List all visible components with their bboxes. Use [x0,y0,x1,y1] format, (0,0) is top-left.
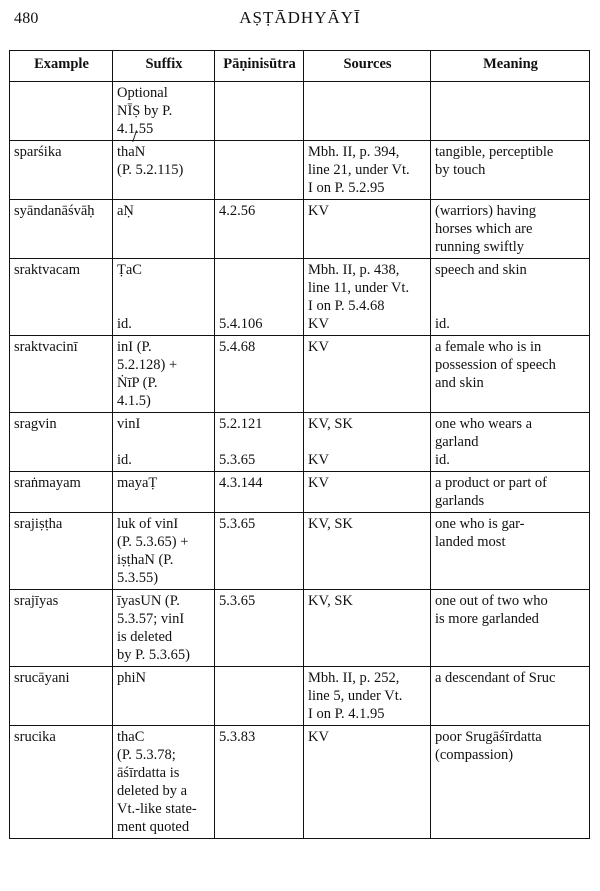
cell-sources [304,82,431,141]
cell-suffix [113,336,215,413]
cell-line: deleted by a [117,783,188,799]
cell-sutra [215,590,304,667]
cell-line: landed most [435,534,506,550]
cell-suffix [113,141,215,200]
cell-line: 5.3.83 [219,729,256,745]
cell-example [10,82,113,141]
cell-suffix [113,200,215,259]
cell-line: KV [308,729,329,745]
table-row [10,413,590,472]
cell-meaning [431,472,590,513]
cell-sutra [215,259,304,336]
cell-line: 5.4.106 [219,316,263,332]
cell-example [10,667,113,726]
cell-line: is deleted [117,629,173,645]
cell-line: KV [308,452,329,468]
cell-sutra [215,141,304,200]
cell-line: sraktvacinī [14,339,78,355]
cell-line: line 21, under Vt. [308,162,410,178]
cell-line: poor Srugāśīrdatta [435,729,542,745]
cell-line: id. [117,316,132,332]
table-row [10,200,590,259]
page-number: 480 [14,10,39,27]
cell-line: (P. 5.3.65) + [117,534,189,550]
cell-suffix [113,726,215,839]
cell-line: speech and skin [435,262,527,278]
cell-line: by touch [435,162,486,178]
cell-line: mayaṬ [117,475,158,491]
cell-line: I on P. 5.4.68 [308,298,385,314]
cell-line: sragvin [14,416,57,432]
cell-line: (warriors) having [435,203,537,219]
cell-line: luk of vinI [117,516,179,532]
cell-line: a descendant of Sruc [435,670,556,686]
cell-sources [304,513,431,590]
cell-line: line 5, under Vt. [308,688,403,704]
column-header-sutra: Pāṇinisūtra [215,51,304,82]
cell-meaning [431,726,590,839]
cell-line: id. [435,316,450,332]
cell-line: 4.1.5) [117,393,151,409]
cell-sources [304,141,431,200]
cell-suffix [113,82,215,141]
cell-line: KV, SK [308,593,353,609]
cell-line: I on P. 4.1.95 [308,706,385,722]
cell-line: 5.3.65 [219,452,256,468]
column-header-suffix: Suffix [113,51,215,82]
table-row [10,667,590,726]
cell-sutra [215,667,304,726]
cell-line: running swiftly [435,239,525,255]
cell-line: possession of speech [435,357,556,373]
cell-meaning [431,82,590,141]
cell-line: thaC [117,729,145,745]
column-header-sources: Sources [304,51,431,82]
table-row [10,336,590,413]
cell-sutra [215,413,304,472]
cell-line: 4.3.144 [219,475,263,491]
cell-line: (P. 5.2.115) [117,162,184,178]
cell-meaning [431,590,590,667]
cell-line: KV [308,316,329,332]
cell-line: srajīyas [14,593,59,609]
table-row [10,472,590,513]
cell-line: sraṅmayam [14,475,81,491]
table-header-row [10,51,590,82]
cell-line: sraktvacam [14,262,81,278]
table-row [10,590,590,667]
cell-line: KV, SK [308,516,353,532]
cell-meaning [431,336,590,413]
cell-line: 5.2.121 [219,416,263,432]
cell-line: KV [308,339,329,355]
cell-line: Optional [117,85,168,101]
cell-line: garlands [435,493,485,509]
cell-example [10,141,113,200]
cell-line: by P. 5.3.65) [117,647,190,663]
cell-sources [304,667,431,726]
cell-suffix [113,667,215,726]
cell-sutra [215,200,304,259]
cell-sources [304,472,431,513]
table-body [10,82,590,839]
cell-line: 5.3.65 [219,593,256,609]
cell-suffix [113,590,215,667]
cell-line: ment quoted [117,819,190,835]
cell-example [10,590,113,667]
cell-line: line 11, under Vt. [308,280,410,296]
cell-line: tangible, perceptible [435,144,554,160]
cell-line: 4.2.56 [219,203,256,219]
cell-line: sparśika [14,144,62,160]
cell-line: 5.2.128) + [117,357,178,373]
table-row [10,82,590,141]
cell-line: srucika [14,729,56,745]
cell-line: Mbh. II, p. 438, [308,262,400,278]
cell-line: garland [435,434,479,450]
cell-suffix [113,472,215,513]
cell-sutra [215,513,304,590]
cell-example [10,413,113,472]
cell-line: aṆ [117,203,134,219]
page-header [0,0,600,40]
cell-line: NĪṢ by P. [117,103,173,119]
table-row [10,513,590,590]
cell-line: thaN [117,144,146,160]
cell-gap [117,433,211,451]
cell-line: vinI [117,416,141,432]
cell-example [10,200,113,259]
cell-line: one who wears a [435,416,533,432]
cell-line: ṄīP (P. [117,375,158,391]
cell-line: KV [308,203,329,219]
running-title: AṢṬĀDHYĀYĪ [239,8,361,27]
cell-line: one out of two who [435,593,548,609]
cell-gap [117,297,211,315]
table-row [10,141,590,200]
cell-line: āśīrdatta is [117,765,180,781]
cell-line: KV [308,475,329,491]
cell-line: a female who is in [435,339,542,355]
column-header-example: Example [10,51,113,82]
cell-line: Mbh. II, p. 252, [308,670,400,686]
cell-example [10,472,113,513]
cell-gap [435,297,586,315]
suffix-table [9,50,590,839]
cell-suffix [113,259,215,336]
cell-line: id. [435,452,450,468]
cell-line: is more garlanded [435,611,539,627]
cell-line: 5.3.57; vinI [117,611,185,627]
cell-suffix [113,413,215,472]
cell-line: and skin [435,375,484,391]
column-header-meaning: Meaning [431,51,590,82]
cell-sources [304,336,431,413]
cell-sources [304,590,431,667]
cell-example [10,513,113,590]
cell-line: a product or part of [435,475,547,491]
cell-sutra [215,472,304,513]
cell-line: syāndanāśvāḥ [14,203,95,219]
cell-line: horses which are [435,221,533,237]
cell-meaning [431,667,590,726]
table-row [10,259,590,336]
cell-line: 5.3.65 [219,516,256,532]
cell-line: Mbh. II, p. 394, [308,144,400,160]
cell-suffix [113,513,215,590]
cell-sources [304,259,431,336]
cell-meaning [431,413,590,472]
cell-line: 5.4.68 [219,339,256,355]
cell-line: ṬaC [117,262,142,278]
cell-line: 4.1.55 [117,121,154,137]
cell-example [10,726,113,839]
cell-meaning [431,141,590,200]
cell-sutra [215,726,304,839]
cell-line: iṣṭhaN (P. [117,552,174,568]
cell-gap [117,279,211,297]
cell-gap [435,279,586,297]
cell-line: I on P. 5.2.95 [308,180,385,196]
cell-line: īyasUN (P. [117,593,180,609]
cell-line: (compassion) [435,747,514,763]
cell-meaning [431,200,590,259]
cell-sources [304,413,431,472]
cell-line: id. [117,452,132,468]
cell-line: (P. 5.3.78; [117,747,176,763]
cell-example [10,259,113,336]
cell-gap [308,433,427,451]
cell-line: one who is gar- [435,516,525,532]
cell-gap [219,433,300,451]
cell-line: Vt.-like state- [117,801,197,817]
cell-example [10,336,113,413]
cell-gap [219,261,300,279]
cell-line: phiN [117,670,146,686]
cell-line: KV, SK [308,416,353,432]
table-row [10,726,590,839]
cell-sutra [215,82,304,141]
cell-sources [304,726,431,839]
cell-line: srucāyani [14,670,70,686]
cell-line: inI (P. [117,339,152,355]
cell-line: 5.3.55) [117,570,159,586]
cell-line: srajiṣṭha [14,516,63,532]
cell-sutra [215,336,304,413]
cell-meaning [431,513,590,590]
cell-gap [219,279,300,297]
cell-gap [219,297,300,315]
cell-sources [304,200,431,259]
cell-meaning [431,259,590,336]
